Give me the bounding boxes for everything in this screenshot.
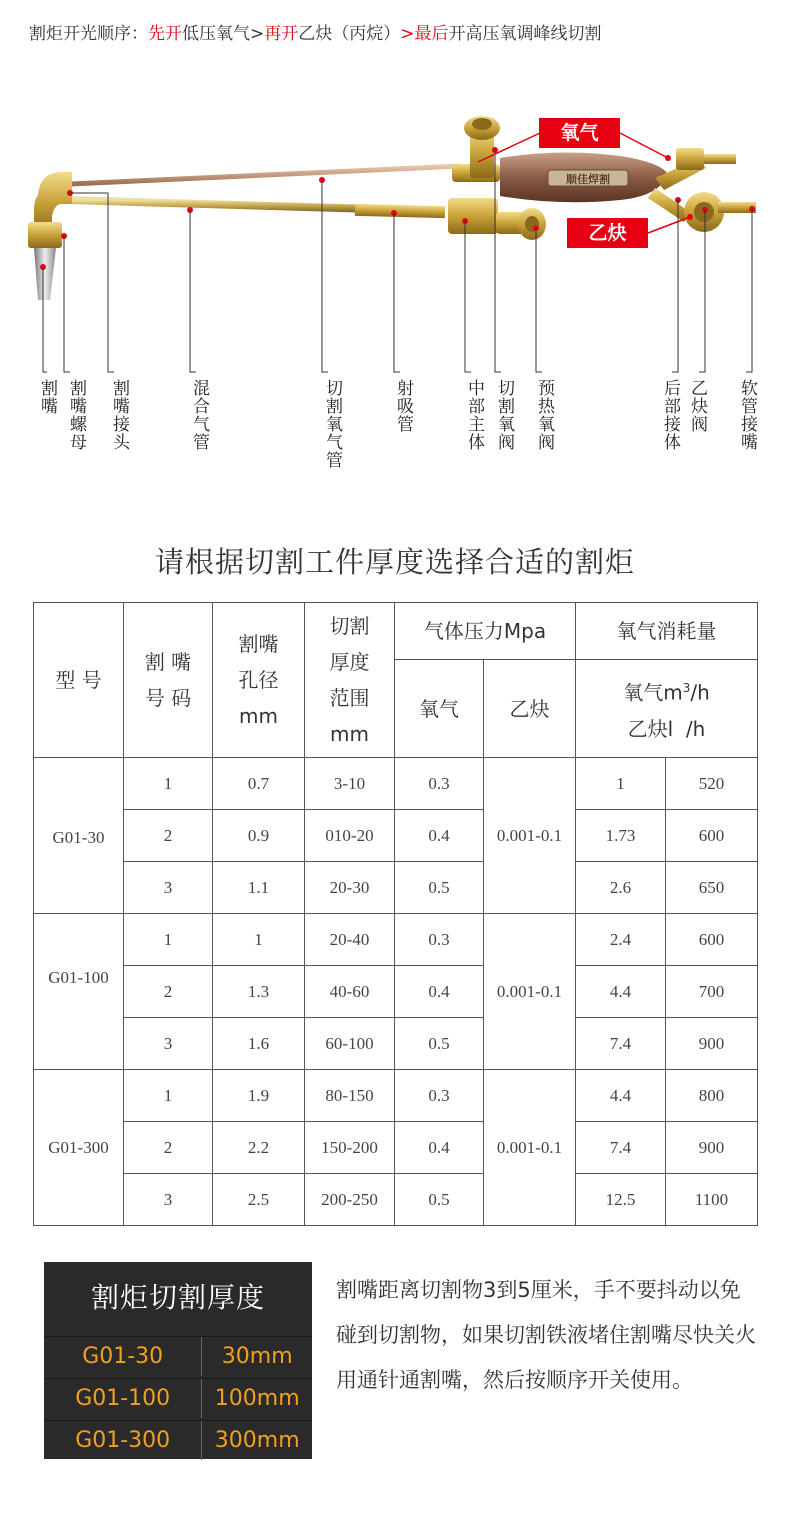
label-middle-body: 中部主体 — [464, 379, 484, 451]
cell-oxygen-consumption: 2.4 — [576, 914, 666, 966]
cell-bore: 1.9 — [213, 1070, 305, 1122]
cell-model: G01-30 — [34, 758, 124, 914]
cell-acetylene-consumption: 900 — [666, 1018, 758, 1070]
sequence-prefix: 割炬开光顺序： — [29, 24, 148, 44]
cell-bore: 1 — [213, 914, 305, 966]
cell-range: 80-150 — [305, 1070, 395, 1122]
header-thickness-range: 切割 厚度 范围 mm — [305, 603, 395, 758]
cell-acetylene-consumption: 1100 — [666, 1174, 758, 1226]
sequence-step3-text: 开高压氧调峰线切割 — [448, 24, 602, 44]
table-row — [34, 758, 758, 810]
cutting-thickness-title: 割炬切割厚度 — [90, 1281, 265, 1314]
usage-note: 割嘴距离切割物3到5厘米，手不要抖动以免碰到切割物，如果切割铁液堵住割嘴尽快关火用通针通割嘴，然后按顺序开关使用。 — [336, 1278, 756, 1392]
cell-tip: 2 — [124, 810, 213, 862]
cell-tip: 2 — [124, 1122, 213, 1174]
cell-range: 60-100 — [305, 1018, 395, 1070]
cell-range: 200-250 — [305, 1174, 395, 1226]
cell-oxygen-consumption: 1.73 — [576, 810, 666, 862]
cell-oxygen: 0.5 — [395, 1018, 484, 1070]
brand-plate: 顺佳焊割 — [566, 173, 610, 186]
cell-tip: 1 — [124, 1070, 213, 1122]
label-rear-body: 后部接体 — [660, 379, 680, 451]
cell-range: 150-200 — [305, 1122, 395, 1174]
cell-model: G01-100 — [34, 914, 124, 1070]
cell-tip: 3 — [124, 1018, 213, 1070]
sequence-step2-key: 再开 — [264, 24, 299, 44]
cell-acetylene-consumption: 600 — [666, 810, 758, 862]
label-injector-tube: 射吸管 — [393, 379, 413, 433]
table-row — [34, 1122, 758, 1174]
table-row — [34, 1070, 758, 1122]
cell-oxygen-consumption: 1 — [576, 758, 666, 810]
sequence-step3-key: >最后 — [400, 24, 449, 44]
cell-acetylene: 0.001-0.1 — [484, 914, 576, 1070]
table-row — [34, 810, 758, 862]
cell-tip: 3 — [124, 1174, 213, 1226]
table-row — [34, 1018, 758, 1070]
header-tip-number: 割 嘴 号 码 — [124, 603, 213, 758]
label-mixing-pipe: 混合气管 — [189, 379, 209, 451]
label-acetylene-valve: 乙炔阀 — [687, 379, 707, 433]
cell-oxygen-consumption: 7.4 — [576, 1018, 666, 1070]
header-model: 型 号 — [34, 603, 124, 758]
header-acetylene-pressure: 乙炔 — [484, 660, 576, 758]
table-row — [34, 966, 758, 1018]
callout-acetylene: 乙炔 — [567, 218, 648, 248]
cell-range: 3-10 — [305, 758, 395, 810]
cell-bore: 1.1 — [213, 862, 305, 914]
cell-bore: 1.3 — [213, 966, 305, 1018]
table-row — [34, 862, 758, 914]
label-preheat-oxygen-valve: 预热氧阀 — [534, 379, 554, 451]
cell-tip: 3 — [124, 862, 213, 914]
thickness-model: G01-100 — [44, 1379, 202, 1418]
cell-range: 20-40 — [305, 914, 395, 966]
cell-oxygen-consumption: 4.4 — [576, 966, 666, 1018]
cell-oxygen: 0.3 — [395, 1070, 484, 1122]
callout-oxygen: 氧气 — [539, 118, 620, 148]
cell-range: 40-60 — [305, 966, 395, 1018]
label-cutting-tip: 割嘴 — [37, 379, 57, 415]
cell-oxygen: 0.3 — [395, 758, 484, 810]
sequence-step1-key: 先开 — [148, 24, 182, 44]
cell-acetylene: 0.001-0.1 — [484, 1070, 576, 1226]
cell-acetylene-consumption: 600 — [666, 914, 758, 966]
thickness-model: G01-30 — [44, 1337, 202, 1376]
list-item — [44, 1336, 312, 1376]
cell-oxygen-consumption: 4.4 — [576, 1070, 666, 1122]
thickness-value: 300mm — [214, 1428, 300, 1453]
cell-oxygen: 0.4 — [395, 810, 484, 862]
cell-tip: 1 — [124, 914, 213, 966]
list-item — [44, 1378, 312, 1418]
cell-bore: 0.9 — [213, 810, 305, 862]
label-cutting-oxygen-valve: 切割氧阀 — [494, 379, 514, 451]
cell-oxygen: 0.3 — [395, 914, 484, 966]
cell-oxygen: 0.5 — [395, 1174, 484, 1226]
header-tip-bore: 割嘴 孔径 mm — [213, 603, 305, 758]
cell-tip: 1 — [124, 758, 213, 810]
cell-oxygen-consumption: 2.6 — [576, 862, 666, 914]
thickness-model: G01-300 — [44, 1421, 202, 1460]
cell-model: G01-300 — [34, 1070, 124, 1226]
label-tip-nut: 割嘴螺母 — [66, 379, 86, 451]
thickness-value: 30mm — [221, 1344, 293, 1369]
sequence-step1-text: 低压氧气> — [182, 24, 265, 44]
cell-tip: 2 — [124, 966, 213, 1018]
header-consumption-units: 氧气$m^3/h$ 乙炔l /h — [576, 660, 758, 758]
cell-acetylene-consumption: 800 — [666, 1070, 758, 1122]
table-row — [34, 1174, 758, 1226]
list-item — [44, 1420, 312, 1460]
cell-bore: 0.7 — [213, 758, 305, 810]
label-cutting-oxygen-pipe: 切割氧气管 — [322, 379, 342, 469]
header-oxygen-pressure: 氧气 — [395, 660, 484, 758]
cell-oxygen: 0.4 — [395, 966, 484, 1018]
table-row — [34, 914, 758, 966]
label-hose-nipple: 软管接嘴 — [737, 379, 757, 451]
cell-acetylene-consumption: 900 — [666, 1122, 758, 1174]
cell-oxygen-consumption: 7.4 — [576, 1122, 666, 1174]
header-gas-pressure: 气体压力Mpa — [395, 603, 576, 660]
cell-oxygen: 0.4 — [395, 1122, 484, 1174]
cutting-thickness-box — [44, 1262, 312, 1459]
cell-acetylene-consumption: 520 — [666, 758, 758, 810]
spec-table — [33, 602, 758, 1226]
cell-bore: 1.6 — [213, 1018, 305, 1070]
sequence-step2-text: 乙炔（丙烷） — [298, 24, 401, 44]
cell-oxygen-consumption: 12.5 — [576, 1174, 666, 1226]
cell-acetylene-consumption: 700 — [666, 966, 758, 1018]
section-title: 请根据切割工件厚度选择合适的割炬 — [154, 545, 635, 579]
cell-bore: 2.5 — [213, 1174, 305, 1226]
thickness-value: 100mm — [214, 1386, 300, 1411]
cell-acetylene: 0.001-0.1 — [484, 758, 576, 914]
cell-bore: 2.2 — [213, 1122, 305, 1174]
cell-range: 20-30 — [305, 862, 395, 914]
cell-acetylene-consumption: 650 — [666, 862, 758, 914]
cell-oxygen: 0.5 — [395, 862, 484, 914]
cell-range: 010-20 — [305, 810, 395, 862]
header-consumption: 氧气消耗量 — [576, 603, 758, 660]
label-tip-connector: 割嘴接头 — [109, 379, 129, 451]
